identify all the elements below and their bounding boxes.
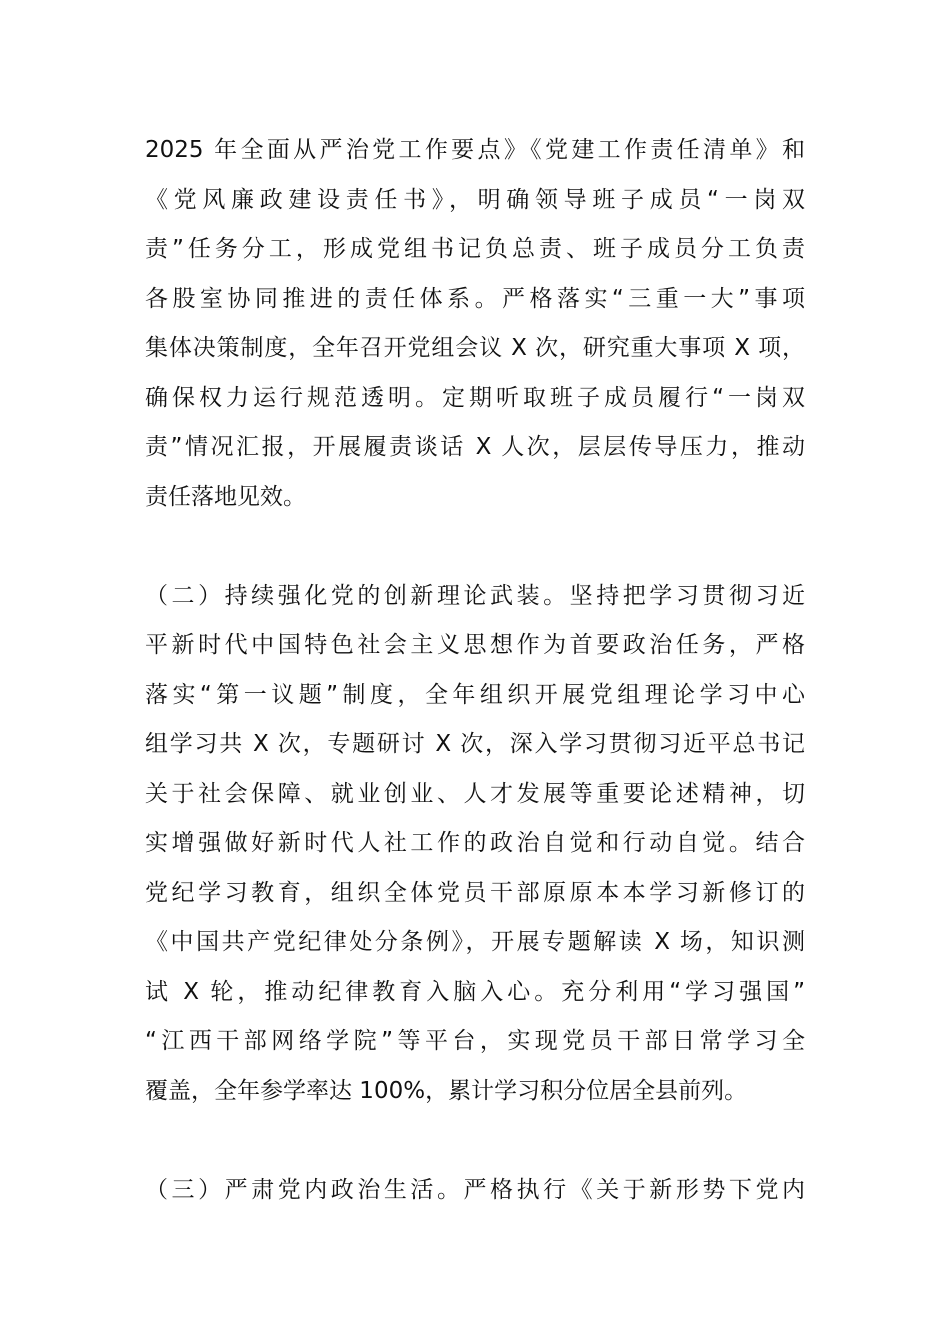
text-line: 平新时代中国特色社会主义思想作为首要政治任务，严格	[145, 632, 805, 658]
text-line: 各股室协同推进的责任体系。严格落实“三重一大”事项	[145, 286, 805, 312]
section-heading-line: （三）严肃党内政治生活。严格执行《关于新形势下党内	[145, 1177, 805, 1203]
section-heading-line: （二）持续强化党的创新理论武装。坚持把学习贯彻习近	[145, 583, 805, 609]
text-line: 覆盖，全年参学率达 100%，累计学习积分位居全县前列。	[145, 1078, 748, 1104]
text-line: 集体决策制度，全年召开党组会议 X 次，研究重大事项 X 项，	[145, 335, 805, 361]
text-line: 实增强做好新时代人社工作的政治自觉和行动自觉。结合	[145, 830, 805, 856]
text-line: 责”情况汇报，开展履责谈话 X 人次，层层传导压力，推动	[145, 434, 805, 460]
text-line: 落实“第一议题”制度，全年组织开展党组理论学习中心	[145, 682, 805, 708]
text-line: 2025 年全面从严治党工作要点》《党建工作责任清单》和	[145, 137, 805, 163]
text-line: 试 X 轮，推动纪律教育入脑入心。充分利用“学习强国”	[145, 979, 805, 1005]
text-line: 责任落地见效。	[145, 484, 306, 510]
text-line: “江西干部网络学院”等平台，实现党员干部日常学习全	[145, 1028, 805, 1054]
text-line: 组学习共 X 次，专题研讨 X 次，深入学习贯彻习近平总书记	[145, 731, 805, 757]
text-line: 关于社会保障、就业创业、人才发展等重要论述精神，切	[145, 781, 805, 807]
text-line: 《中国共产党纪律处分条例》，开展专题解读 X 场，知识测	[145, 929, 805, 955]
text-line: 责”任务分工，形成党组书记负总责、班子成员分工负责	[145, 236, 805, 262]
text-line: 《党风廉政建设责任书》，明确领导班子成员“一岗双	[145, 187, 805, 213]
text-line: 确保权力运行规范透明。定期听取班子成员履行“一岗双	[145, 385, 805, 411]
text-line: 党纪学习教育，组织全体党员干部原原本本学习新修订的	[145, 880, 805, 906]
